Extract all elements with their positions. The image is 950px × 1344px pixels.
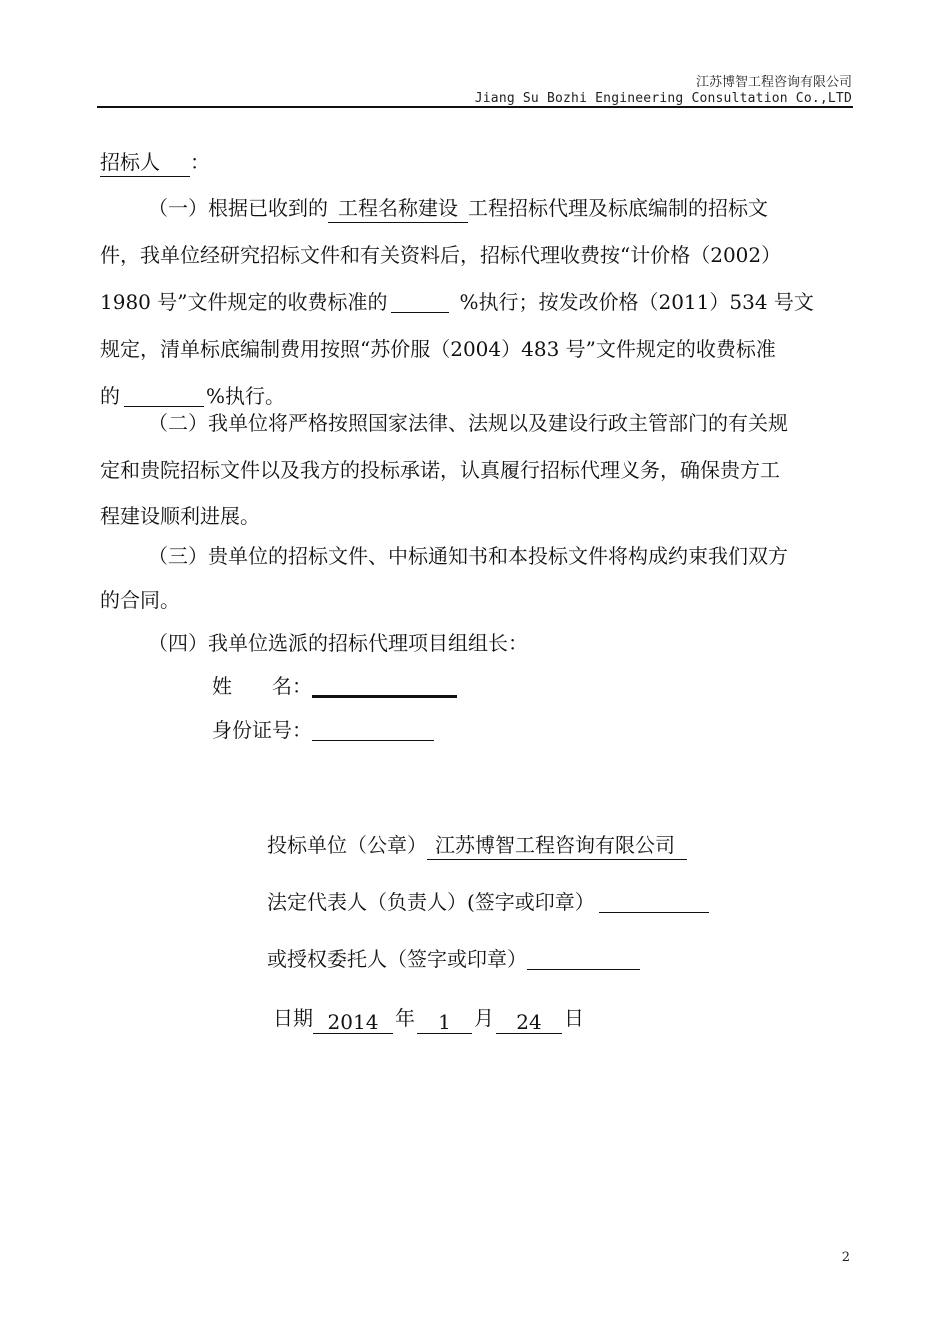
salutation — [100, 147, 860, 177]
para1-line3-a: 1980 号”文件规定的收费标准的 — [100, 290, 388, 314]
para1-line5-a: 的 — [100, 384, 120, 408]
authorized-row — [267, 944, 950, 974]
para3-line1: （三）贵单位的招标文件、中标通知书和本投标文件将构成约束我们双方 — [148, 544, 788, 568]
para1-line4: 规定，清单标底编制费用按照“苏价服（2004）483 号”文件规定的收费标准 — [100, 337, 776, 361]
date-day: 24 — [496, 1009, 562, 1034]
agency-fee-rate-blank — [391, 288, 449, 313]
para1-line3-b: %执行；按发改价格（2011）534 号文 — [459, 290, 814, 314]
para2-line3: 程建设顺利进展。 — [100, 504, 260, 528]
para1-line3 — [100, 287, 860, 317]
leader-id-blank — [312, 716, 434, 741]
para1-line5-b: %执行。 — [206, 384, 286, 408]
para1-prefix: （一）根据已收到的 — [148, 196, 328, 220]
page-number: 2 — [841, 1250, 850, 1265]
para1-line2: 件，我单位经研究招标文件和有关资料后，招标代理收费按“计价格（2002） — [100, 243, 782, 267]
legal-rep-signature-blank — [599, 888, 709, 913]
para2-line2: 定和贵院招标文件以及我方的投标承诺，认真履行招标代理义务，确保贵方工 — [100, 458, 780, 482]
para2-line1: （二）我单位将严格按照国家法律、法规以及建设行政主管部门的有关规 — [148, 411, 788, 435]
para1-line1-rest: 工程招标代理及标底编制的招标文 — [468, 196, 768, 220]
date-month-unit: 月 — [474, 1006, 494, 1030]
header-rule — [97, 106, 853, 108]
para3-line2: 的合同。 — [100, 588, 180, 612]
legal-rep-label: 法定代表人（负责人）(签字或印章） — [267, 890, 595, 914]
authorized-signature-blank — [527, 945, 640, 970]
leader-id-label: 身份证号： — [212, 718, 312, 742]
salutation-label: 招标人 — [100, 148, 190, 177]
leader-name-row — [212, 671, 950, 701]
date-row — [273, 1003, 950, 1034]
bidder-value: 江苏博智工程咨询有限公司 — [427, 831, 687, 860]
legal-rep-row — [267, 887, 950, 917]
para4-line1: （四）我单位选派的招标代理项目组组长： — [148, 631, 528, 655]
para1-line5 — [100, 381, 860, 411]
date-year-unit: 年 — [395, 1006, 415, 1030]
date-year: 2014 — [313, 1009, 393, 1034]
authorized-label: 或授权委托人（签字或印章） — [267, 947, 527, 971]
leader-id-row — [212, 715, 950, 745]
leader-name-blank — [312, 671, 457, 698]
date-label: 日期 — [273, 1006, 313, 1030]
para1-line1 — [148, 193, 908, 223]
project-name-field: 工程名称建设 — [328, 194, 468, 223]
bidder-row — [267, 830, 950, 860]
date-month: 1 — [417, 1009, 472, 1034]
leader-name-label: 姓 名： — [212, 674, 312, 698]
salutation-colon: ： — [190, 150, 210, 174]
bill-fee-rate-blank — [124, 382, 204, 407]
date-day-unit: 日 — [564, 1006, 584, 1030]
bidder-label: 投标单位（公章） — [267, 833, 427, 857]
header-company-cn: 江苏博智工程咨询有限公司 — [695, 75, 852, 90]
header-company-en: Jiang Su Bozhi Engineering Consultation Co.,LTD — [474, 91, 852, 106]
